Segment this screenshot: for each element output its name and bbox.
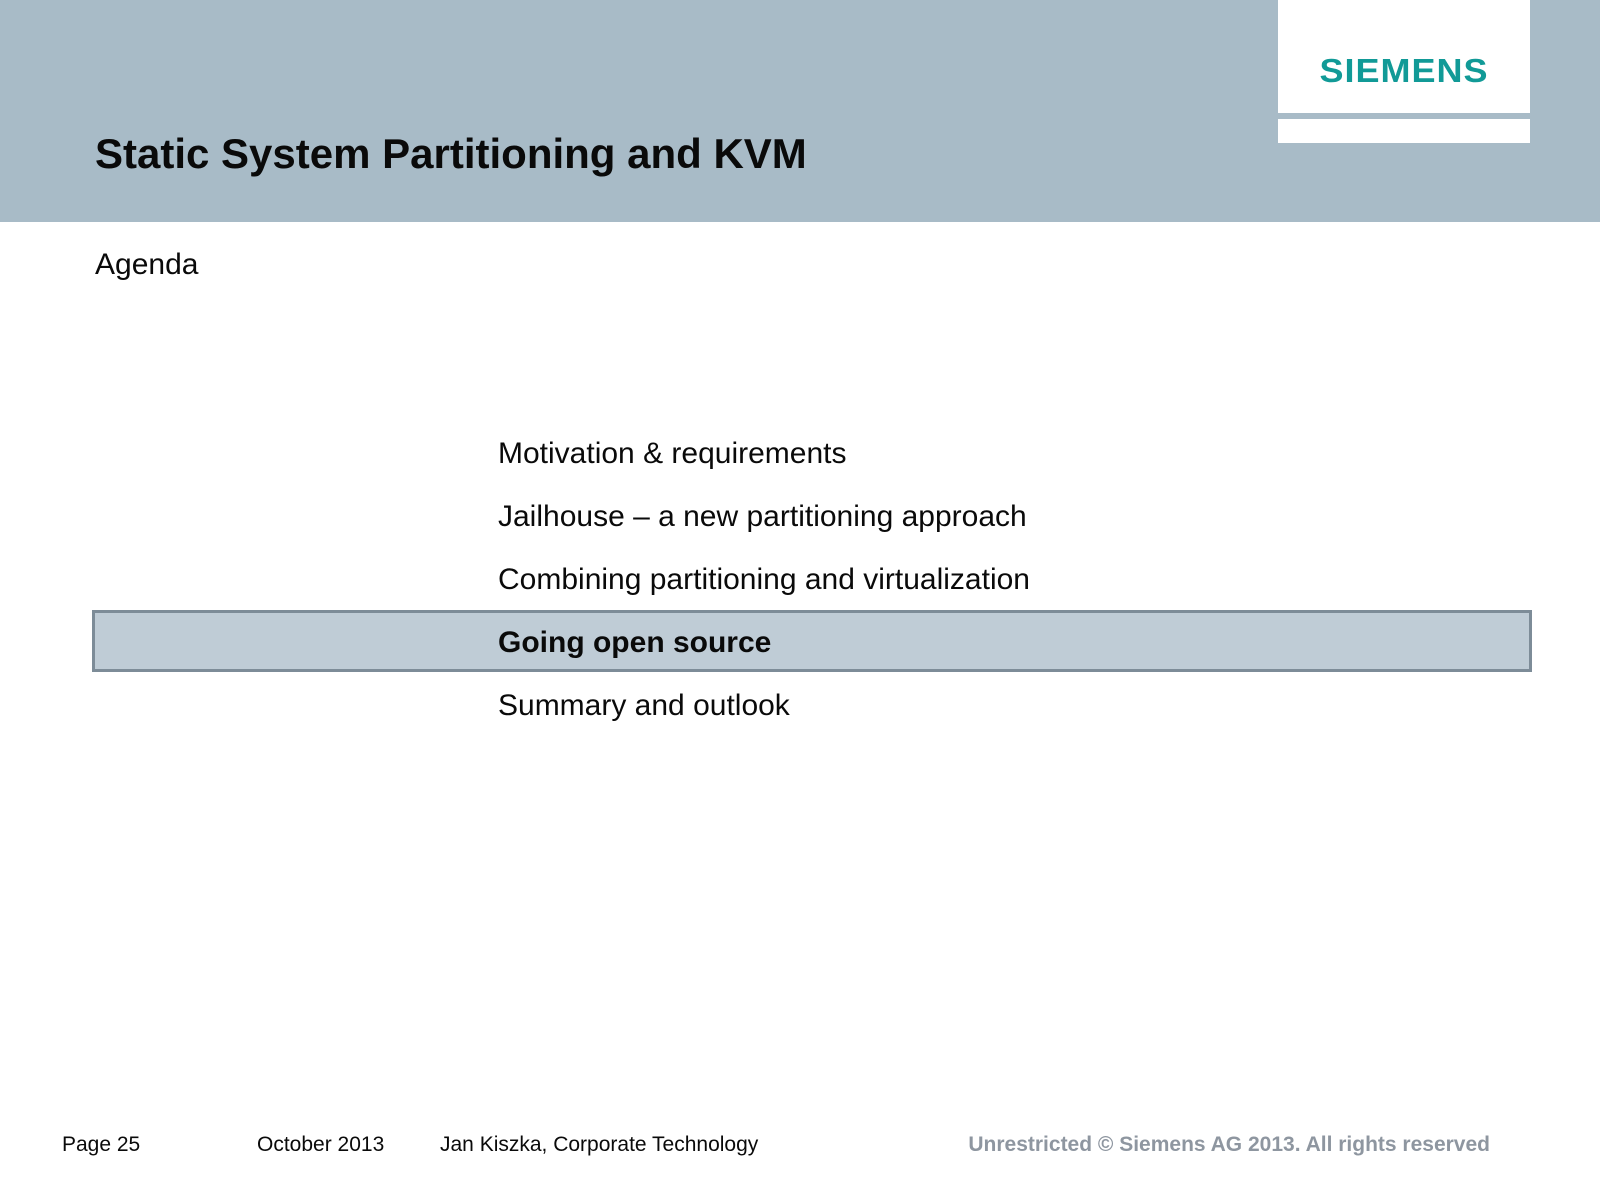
footer-rights-notice: Unrestricted © Siemens AG 2013. All rights reserved — [968, 1133, 1490, 1156]
footer-page-number: Page 25 — [62, 1133, 141, 1156]
footer-author: Jan Kiszka, Corporate Technology — [440, 1133, 759, 1156]
agenda-item-combining: Combining partitioning and virtualization — [498, 563, 1030, 596]
agenda-item-motivation: Motivation & requirements — [498, 437, 847, 470]
agenda-item-jailhouse: Jailhouse – a new partitioning approach — [498, 500, 1027, 533]
siemens-logo-underline — [1278, 119, 1530, 143]
agenda-item-summary: Summary and outlook — [498, 689, 790, 722]
active-agenda-highlight — [92, 610, 1532, 672]
slide-title: Static System Partitioning and KVM — [95, 130, 807, 177]
siemens-logo-text: SIEMENS — [1319, 51, 1489, 89]
footer-date: October 2013 — [257, 1133, 385, 1156]
agenda-item-going-open-source: Going open source — [498, 626, 772, 659]
siemens-logo — [1278, 0, 1530, 113]
agenda-heading: Agenda — [95, 248, 199, 281]
